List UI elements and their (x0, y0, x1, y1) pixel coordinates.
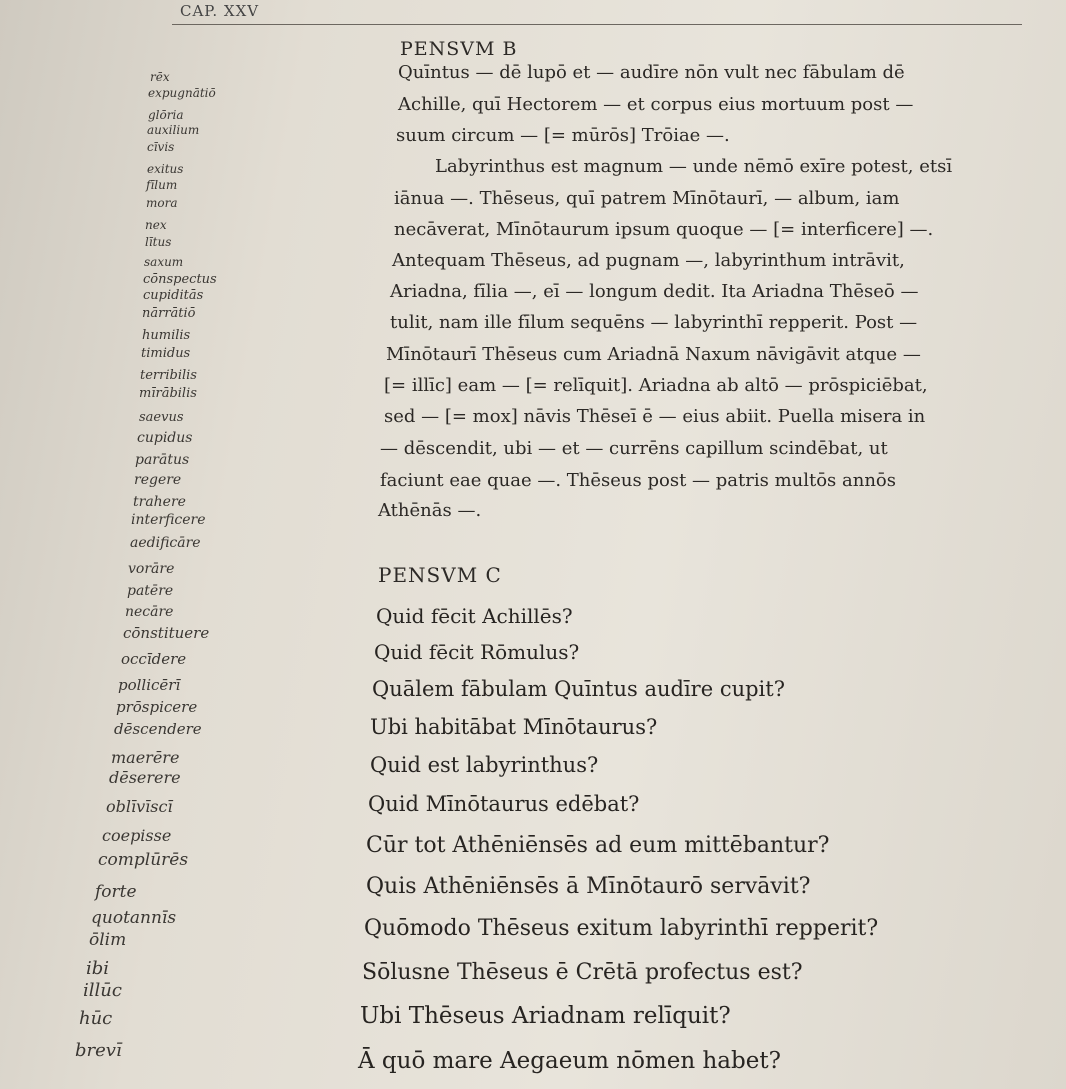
sidebar-word: saxum (144, 255, 184, 269)
sidebar-word: occīdere (121, 650, 187, 668)
sidebar-word: prōspicere (116, 698, 198, 716)
pensum-b-line: Mīnōtaurī Thēseus cum Ariadnā Naxum nāvigāvit atque — (386, 344, 921, 365)
sidebar-word: necāre (125, 604, 174, 620)
pensum-c-question: Ubi habitābat Mīnōtaurus? (370, 715, 658, 739)
sidebar-word: oblīvīscī (106, 797, 173, 816)
pensum-c-question: Quis Athēniēnsēs ā Mīnōtaurō servāvit? (366, 874, 811, 899)
sidebar-word: expugnātiō (148, 86, 216, 100)
sidebar-word: aedificāre (130, 535, 201, 551)
pensum-c-question: Quōmodo Thēseus exitum labyrinthī repperit? (364, 916, 879, 941)
pensum-c-question: Ā quō mare Aegaeum nōmen habet? (358, 1048, 781, 1074)
sidebar-word: timidus (141, 346, 191, 361)
pensum-b-line: necāverat, Mīnōtaurum ipsum quoque — [= interficere] —. (394, 219, 934, 240)
pensum-b-line: — dēscendit, ubi — et — currēns capillum scindēbat, ut (380, 438, 888, 459)
pensum-c-question: Quid Mīnōtaurus edēbat? (368, 792, 640, 816)
sidebar-word: regere (134, 472, 182, 488)
sidebar-word: trahere (133, 494, 186, 510)
pensum-b-line: Ariadna, fīlia —, eī — longum dedit. Ita Ariadna Thēseō — (390, 281, 919, 302)
sidebar-word: terribilis (140, 368, 197, 383)
pensum-b-line: Labyrinthus est magnum — unde nēmō exīre potest, etsī (435, 156, 953, 177)
sidebar-word: auxilium (147, 123, 200, 137)
pensum-b-line: iānua —. Thēseus, quī patrem Mīnōtaurī, — album, iam (394, 188, 900, 209)
pensum-b-line: [= illīc] eam — [= relīquit]. Ariadna ab altō — prōspiciēbat, (384, 375, 928, 396)
sidebar-word: saevus (139, 410, 184, 425)
sidebar-word: illūc (83, 980, 122, 1001)
sidebar-word: glōria (148, 108, 184, 122)
pensum-b-line: Achille, quī Hectorem — et corpus eius mortuum post — (398, 94, 914, 115)
pensum-c-question: Cūr tot Athēniēnsēs ad eum mittēbantur? (366, 833, 830, 858)
sidebar-word: patēre (127, 583, 174, 599)
sidebar-word: cupidus (137, 430, 193, 446)
sidebar-word: forte (95, 882, 137, 902)
pensum-b-line: Antequam Thēseus, ad pugnam —, labyrinthum intrāvit, (392, 250, 905, 271)
sidebar-word: lītus (145, 235, 172, 249)
sidebar-word: cōnstituere (123, 624, 210, 642)
pensum-b-line: Quīntus — dē lupō et — audīre nōn vult nec fābulam dē (398, 62, 905, 83)
chapter-header: CAP. XXV (180, 2, 260, 20)
sidebar-word: humilis (142, 328, 191, 343)
sidebar-word: nārrātiō (142, 306, 196, 321)
sidebar-word: ibi (86, 958, 110, 979)
sidebar-word: cōnspectus (143, 272, 217, 287)
pensum-b-line: Athēnās —. (378, 500, 482, 521)
sidebar-word: parātus (135, 452, 190, 468)
pensum-c-question: Sōlusne Thēseus ē Crētā profectus est? (362, 960, 803, 985)
pensum-c-question: Quid fēcit Rōmulus? (374, 640, 580, 664)
sidebar-word: vorāre (128, 561, 175, 577)
sidebar-word: hūc (79, 1008, 113, 1029)
pensum-c-question: Quid fēcit Achillēs? (376, 604, 573, 628)
sidebar-word: dēscendere (114, 720, 202, 738)
pensum-c-question: Quālem fābulam Quīntus audīre cupit? (372, 677, 785, 701)
pensum-b-line: sed — [= mox] nāvis Thēseī ē — eius abiit. Puella misera in (384, 406, 926, 427)
sidebar-word: brevī (75, 1040, 122, 1061)
sidebar-word: coepisse (102, 826, 172, 845)
sidebar-word: exitus (147, 162, 184, 176)
sidebar-word: fīlum (146, 178, 178, 192)
sidebar-word: mora (146, 196, 178, 210)
sidebar-word: interficere (131, 512, 206, 528)
sidebar-word: cupiditās (143, 288, 204, 303)
sidebar-word: ōlim (89, 930, 127, 950)
pensum-b-line: suum circum — [= mūrōs] Trōiae —. (396, 125, 730, 146)
pensum-c-heading: PENSVM C (378, 563, 502, 587)
sidebar-word: dēserere (109, 768, 181, 787)
pensum-c-question: Quid est labyrinthus? (370, 753, 599, 777)
pensum-b-line: tulit, nam ille fīlum sequēns — labyrinthī repperit. Post — (390, 312, 918, 333)
sidebar-word: rēx (150, 70, 170, 84)
sidebar-word: complūrēs (98, 850, 189, 870)
pensum-c-question: Ubi Thēseus Ariadnam relīquit? (360, 1003, 731, 1029)
sidebar-word: nex (145, 218, 167, 232)
sidebar-word: maerēre (111, 748, 180, 767)
pensum-b-heading: PENSVM B (400, 38, 518, 60)
sidebar-word: quotannīs (91, 908, 177, 928)
sidebar-word: cīvis (147, 140, 175, 154)
sidebar-word: pollicērī (118, 676, 181, 694)
pensum-b-line: faciunt eae quae —. Thēseus post — patris multōs annōs (380, 470, 897, 491)
sidebar-word: mīrābilis (139, 386, 197, 401)
